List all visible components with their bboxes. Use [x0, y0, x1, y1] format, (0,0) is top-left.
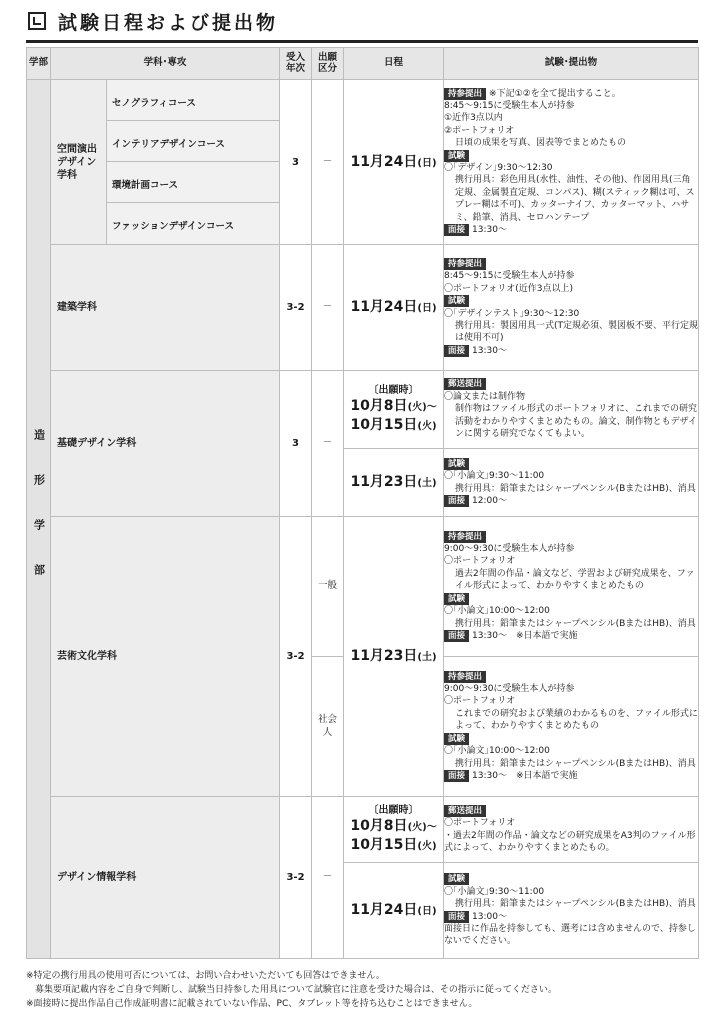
content-line: [444, 112, 698, 124]
content-line: [444, 830, 698, 855]
kubun-cell: －: [312, 245, 344, 371]
content-text: 携行用具：鉛筆またはシャープペンシル(BまたはHB)、消具: [455, 758, 696, 769]
content-text: 9:00～9:30に受験生本人が持参: [444, 684, 575, 695]
content-line: [444, 378, 698, 390]
date-dow: (土): [417, 652, 437, 664]
content-text: 携行用具：鉛筆またはシャープペンシル(BまたはHB)、消具: [455, 483, 696, 494]
content-text: 〇ポートフォリオ: [444, 818, 516, 829]
content-line: [444, 295, 698, 307]
content-text: 〇｢小論文｣10:00～12:00: [444, 606, 550, 617]
content-text: 制作物はファイル形式のポートフォリオに、これまでの研究活動をわかりやすくまとめたもの。論文、制作物ともデザインに関する研究でなくてもよい。: [455, 404, 698, 440]
date-md: 11月24日: [350, 299, 418, 316]
course-label: 環境計画コース: [112, 179, 179, 191]
year-cell: 3: [280, 371, 312, 517]
content-tag: 面接: [444, 770, 469, 782]
content-tag: 持参提出: [444, 531, 486, 543]
content-line: [444, 817, 698, 829]
dept-name-cell: [51, 517, 280, 797]
content-text: 12:00～: [472, 495, 507, 506]
content-tag: 試験: [444, 458, 469, 470]
content-text: 携行用具：鉛筆またはシャープペンシル(BまたはHB)、消具: [455, 618, 696, 629]
content-tag: 郵送提出: [444, 805, 486, 817]
content-tag: 試験: [444, 733, 469, 745]
content-tag: 面接: [444, 224, 469, 236]
content-line: [444, 568, 698, 593]
content-text: 13:30～ ※日本語で実施: [472, 630, 578, 641]
date-dow: (火)～: [407, 402, 437, 414]
content-line: [444, 174, 698, 224]
content-line: [444, 88, 698, 100]
dept-name-cell: [51, 245, 280, 371]
table-row: [27, 245, 699, 371]
kubun-cell: 社会 人: [312, 657, 344, 797]
content-text: 過去2年間の作品・論文など、学習および研究成果を、ファイル形式によって、わかりやすくまとめたもの: [455, 568, 695, 592]
content-text: 8:45～9:15に受験生本人が持参: [444, 100, 575, 111]
content-text: 〇｢小論文｣9:30～11:00: [444, 886, 545, 897]
content-line: [444, 403, 698, 440]
table-row: [27, 797, 699, 863]
footnote: ※特定の携行用具の使用可否については、お問い合わせいただいても回答はできません。: [26, 971, 385, 981]
content-line: [444, 886, 698, 898]
dept-cell: [27, 80, 51, 959]
content-line: [444, 683, 698, 695]
content-text: 13:30～: [472, 345, 507, 356]
content-tag: 面接: [444, 345, 469, 357]
date-dow: (火)～: [407, 822, 437, 834]
course-cell: [107, 121, 280, 162]
content-line: [444, 125, 698, 137]
content-text: 〇ポートフォリオ: [444, 556, 516, 567]
course-label: セノグラフィコース: [112, 97, 196, 109]
content-cell: [444, 245, 699, 371]
date-cell: [344, 80, 444, 245]
dept-label: 基礎デザイン学科: [57, 438, 137, 449]
exam-schedule-table: [26, 47, 699, 959]
content-line: [444, 270, 698, 282]
dept-name: 造形学部: [32, 429, 46, 609]
content-tag: 持参提出: [444, 88, 486, 100]
date-md: 11月24日: [350, 902, 418, 919]
content-text: 13:30～ ※日本語で実施: [472, 770, 578, 781]
footnote: ※面接時に提出作品自己作成証明書に記載されていない作品、PC、タブレット等を持ち込むことはできません。: [26, 998, 478, 1009]
content-cell: [444, 80, 699, 245]
date-md: 11月24日: [350, 153, 418, 170]
header-dept: 学部: [27, 48, 51, 80]
content-tag: 試験: [444, 873, 469, 885]
content-line: [444, 630, 698, 642]
date-dow: (火): [417, 421, 437, 433]
date-cell: [344, 517, 444, 797]
year-cell: 3-2: [280, 797, 312, 959]
course-cell: [107, 162, 280, 203]
dept-label: 建築学科: [57, 302, 97, 313]
corner-bracket-icon: [28, 12, 46, 30]
content-line: [444, 555, 698, 567]
date-dow: (土): [417, 478, 437, 490]
page-title: 試験日程および提出物: [58, 12, 279, 34]
kubun-cell: －: [312, 371, 344, 517]
content-tag: 試験: [444, 150, 469, 162]
content-text: 面接日に作品を持参しても、選考には含めませんので、持参しないでください。: [444, 923, 696, 947]
kubun-cell: －: [312, 80, 344, 245]
content-line: [444, 695, 698, 707]
content-line: [444, 458, 698, 470]
date-md: 10月8日: [350, 818, 408, 835]
content-line: [444, 100, 698, 112]
table-row: [27, 80, 699, 121]
kubun-cell: 一般: [312, 517, 344, 657]
year-cell: 3: [280, 80, 312, 245]
content-text: 〇｢デザインテスト｣9:30～12:30: [444, 308, 580, 319]
table-row: [27, 517, 699, 657]
content-text: 〇ポートフォリオ(近作3点以上): [444, 283, 573, 294]
footnote: 募集要項記載内容をご自身で判断し、試験当日持参した用具について試験官に注意を受けた場合は、その指示に従ってください。: [26, 984, 557, 995]
date-dow: (火): [417, 841, 437, 853]
date-cell: [344, 371, 444, 449]
content-line: [444, 733, 698, 745]
content-text: ②ポートフォリオ: [444, 125, 515, 136]
header-kubun: 出願 区分: [312, 48, 344, 80]
content-cell: [444, 657, 699, 797]
year-cell: 3-2: [280, 517, 312, 797]
dept-label: デザイン情報学科: [57, 872, 137, 883]
content-line: [444, 345, 698, 357]
content-cell: [444, 517, 699, 657]
content-line: [444, 758, 698, 770]
date-label: 〔出願時〕: [368, 384, 419, 396]
course-cell: [107, 80, 280, 121]
date-cell: [344, 449, 444, 517]
date-dow: (日): [417, 157, 437, 169]
course-label: インテリアデザインコース: [112, 138, 225, 150]
date-dow: (日): [417, 906, 437, 918]
content-line: [444, 923, 698, 948]
content-text: 9:00～9:30に受験生本人が持参: [444, 544, 575, 555]
content-tag: 持参提出: [444, 671, 486, 683]
course-cell: [107, 203, 280, 245]
content-text: 携行用具：製図用具一式(T定規必須、製図板不要、平行定規は使用不可): [455, 320, 699, 344]
content-text: 〇｢デザイン｣9:30～12:30: [444, 163, 553, 173]
content-text: 〇ポートフォリオ: [444, 696, 516, 707]
content-text: ※下記①②を全て提出すること。: [489, 88, 621, 99]
header-course: 学科･専攻: [51, 48, 280, 80]
date-cell: [344, 863, 444, 959]
content-line: [444, 805, 698, 817]
content-line: [444, 258, 698, 270]
content-line: [444, 543, 698, 555]
date-md: 10月15日: [350, 837, 418, 854]
header-year: 受入 年次: [280, 48, 312, 80]
content-text: 8:45～9:15に受験生本人が持参: [444, 271, 575, 282]
content-tag: 試験: [444, 593, 469, 605]
content-line: [444, 391, 698, 403]
kubun-cell: －: [312, 797, 344, 959]
table-row: [27, 371, 699, 449]
content-line: [444, 708, 698, 733]
content-text: 携行用具：鉛筆またはシャープペンシル(BまたはHB)、消具: [455, 899, 696, 910]
content-cell: [444, 449, 699, 517]
content-line: [444, 137, 698, 149]
course-label: ファッションデザインコース: [112, 221, 234, 232]
content-line: [444, 320, 698, 345]
content-line: [444, 150, 698, 162]
dept-name-cell: [51, 797, 280, 959]
table-header-row: [27, 48, 699, 80]
date-cell: [344, 797, 444, 863]
content-line: [444, 224, 698, 236]
date-dow: (日): [417, 303, 437, 315]
content-line: [444, 495, 698, 507]
content-text: これまでの研究および業績のわかるものを、ファイル形式によって、わかりやすくまとめたもの: [455, 708, 698, 732]
content-line: [444, 770, 698, 782]
content-text: 13:00～: [472, 911, 507, 922]
content-text: 13:30～: [472, 225, 507, 236]
content-line: [444, 470, 698, 482]
content-tag: 面接: [444, 911, 469, 923]
content-text: 日頃の成果を写真、図表等でまとめたもの: [455, 138, 627, 149]
content-line: [444, 898, 698, 910]
content-line: [444, 308, 698, 320]
content-line: [444, 618, 698, 630]
content-cell: [444, 797, 699, 863]
date-md: 10月15日: [350, 417, 418, 434]
dept-label: 空間演出 デザイン 学科: [57, 143, 97, 181]
content-line: [444, 593, 698, 605]
content-text: 携行用具：彩色用具(水性、油性、その他)、作図用具(三角定規、金属製直定規、コンパス)、糊(スティック糊は可、スプレー糊は不可)、カッターナイフ、カッターマット、ハサミ、鉛筆、消具、セロハンテープ: [455, 175, 695, 223]
header-date: 日程: [344, 48, 444, 80]
content-text: 〇｢小論文｣10:00～12:00: [444, 746, 550, 757]
dept-name-cell: [51, 80, 107, 245]
content-tag: 試験: [444, 295, 469, 307]
content-line: [444, 873, 698, 885]
year-cell: 3-2: [280, 245, 312, 371]
content-line: [444, 671, 698, 683]
content-line: [444, 911, 698, 923]
page-title-bar: [26, 8, 698, 43]
date-md: 10月8日: [350, 398, 408, 415]
content-tag: 面接: [444, 495, 469, 507]
dept-label: 芸術文化学科: [57, 651, 117, 662]
content-line: [444, 483, 698, 495]
date-md: 11月23日: [350, 474, 418, 491]
content-line: [444, 745, 698, 757]
content-text: 〇｢小論文｣9:30～11:00: [444, 471, 545, 482]
content-cell: [444, 371, 699, 449]
content-tag: 持参提出: [444, 258, 486, 270]
content-line: [444, 283, 698, 295]
footnotes: [26, 970, 706, 1012]
dept-name-cell: [51, 371, 280, 517]
content-tag: 郵送提出: [444, 378, 486, 390]
content-line: [444, 605, 698, 617]
date-label: 〔出願時〕: [368, 804, 419, 816]
content-text: ①近作3点以内: [444, 113, 503, 124]
content-tag: 面接: [444, 630, 469, 642]
content-cell: [444, 863, 699, 959]
date-cell: [344, 245, 444, 371]
content-line: [444, 531, 698, 543]
content-text: 〇論文または制作物: [444, 391, 526, 402]
header-content: 試験･提出物: [444, 48, 699, 80]
content-text: ・過去2年間の作品・論文などの研究成果をA3判のファイル形式によって、わかりやすくまとめたもの。: [444, 830, 696, 853]
content-line: [444, 162, 698, 174]
date-md: 11月23日: [350, 648, 418, 665]
